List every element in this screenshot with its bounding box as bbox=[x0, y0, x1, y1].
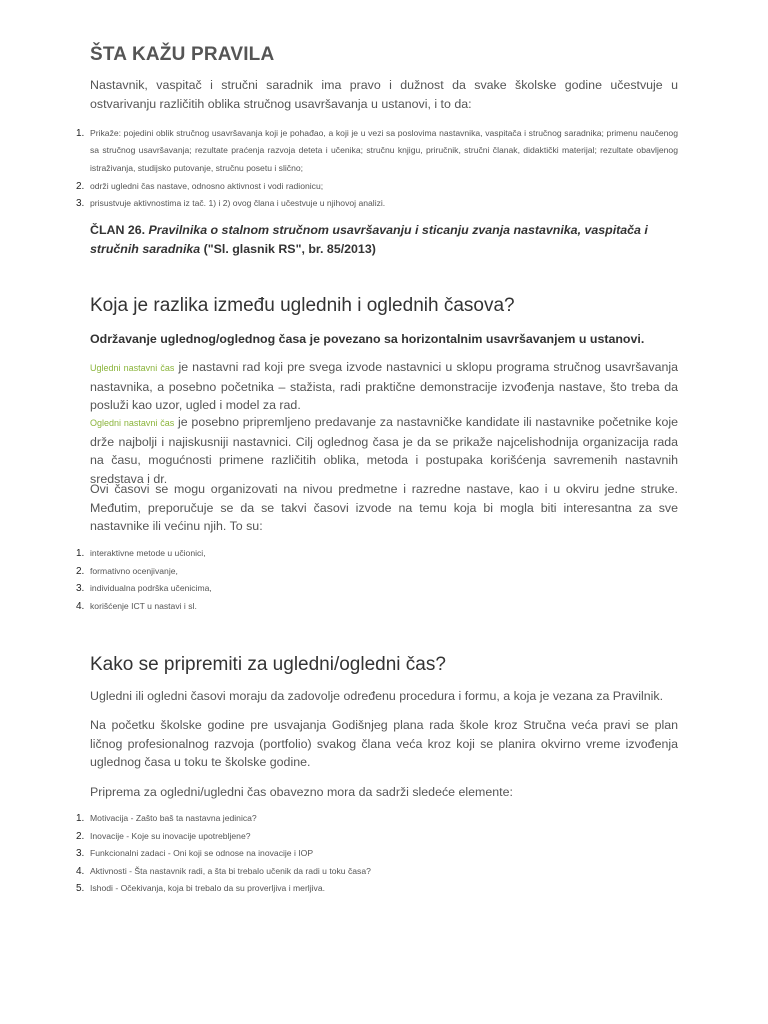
citation-gazette: ("Sl. glasnik RS", br. 85/2013) bbox=[200, 241, 376, 256]
list-item bbox=[76, 563, 678, 581]
term-ugledni: Ugledni nastavni čas bbox=[90, 363, 175, 373]
list-item bbox=[76, 195, 678, 213]
list-item bbox=[76, 863, 678, 881]
list-number: 5. bbox=[76, 883, 85, 894]
section-title-preparation: Kako se pripremiti za ugledni/ogledni čas? bbox=[90, 654, 446, 675]
list-number: 3. bbox=[76, 848, 85, 859]
list-item bbox=[76, 880, 678, 898]
list-item bbox=[76, 810, 678, 828]
list-item bbox=[76, 545, 678, 563]
list-item-text: korišćenje ICT u nastavi i sl. bbox=[90, 600, 197, 611]
citation-article: ČLAN 26. bbox=[90, 223, 146, 237]
ugledni-description: je nastavni rad koji pre svega izvode nastavnici u sklopu programa stručnog usavršavanja nastavnika, a posebno početnika – stažista, radi praktične demonstracije izvođenja nastave, što treba da posluži kao uzor, ugled i model za rad. bbox=[90, 360, 678, 412]
citation-regulation: Pravilnika o stalnom stručnom usavršavanju i sticanju zvanja nastavnika, vaspitača i stručnih saradnika bbox=[90, 223, 648, 256]
list-item bbox=[76, 598, 678, 616]
ogledni-description: je posebno pripremljeno predavanje za nastavničke kandidate ili nastavnike početnike koje drže najbolji i najiskusniji nastavnici. Cilj oglednog časa je da se prikaže najcelishodnija organizacija rada na času, mogućnosti primene različitih oblika, metoda i postupaka korišćenja savremenih nastavnih sredstava i dr. bbox=[90, 415, 678, 486]
list-item bbox=[76, 125, 678, 177]
difference-lead: Održavanje uglednog/oglednog časa je povezano sa horizontalnim usavršavanjem u ustanovi. bbox=[90, 332, 645, 346]
preparation-elements-list bbox=[76, 810, 678, 898]
list-item-text: prisustvuje aktivnostima iz tač. 1) i 2) ovog člana i učestvuje u njihovoj analizi. bbox=[90, 198, 386, 209]
preparation-procedure: Ugledni ili ogledni časovi moraju da zadovolje određenu procedura i formu, a koja je vezana za Pravilnik. bbox=[90, 689, 664, 703]
term-ogledni: Ogledni nastavni čas bbox=[90, 418, 175, 428]
list-item bbox=[76, 828, 678, 846]
list-item-text: Funkcionalni zadaci - Oni koji se odnose na inovacije i IOP bbox=[90, 848, 314, 858]
list-item-text: Motivacija - Zašto baš ta nastavna jedinica? bbox=[90, 813, 257, 823]
list-item-text: Inovacije - Koje su inovacije upotrebljene? bbox=[90, 830, 251, 841]
list-item-text: interaktivne metode u učionici, bbox=[90, 548, 206, 558]
topics-list bbox=[76, 545, 678, 615]
section-title-difference: Koja je razlika između uglednih i oglednih časova? bbox=[90, 295, 515, 316]
section-title-rules: ŠTA KAŽU PRAVILA bbox=[90, 44, 275, 65]
list-item-text: Prikaže: pojedini oblik stručnog usavršavanja koji je pohađao, a koji je u vezi sa poslovima nastavnika, vaspitača i stručnog saradnika; primenu naučenog sa stručnog usavršavanja; rezultate praćenja razvoja deteta i učenika; stručnu knjigu, priručnik, stručni članak, didaktički materijal; rezultate obavljenog istraživanja, studijsko putovanje, stručnu posetu i slično; bbox=[90, 128, 678, 173]
list-item bbox=[76, 580, 678, 598]
list-number: 3. bbox=[76, 583, 85, 594]
preparation-elements-intro: Priprema za ogledni/ugledni čas obavezno mora da sadrži sledeće elemente: bbox=[90, 785, 513, 799]
list-item bbox=[76, 845, 678, 863]
list-number: 2. bbox=[76, 565, 85, 577]
list-number: 3. bbox=[76, 198, 85, 210]
list-item-text: individualna podrška učenicima, bbox=[90, 583, 212, 593]
list-number: 4. bbox=[76, 865, 85, 877]
list-number: 2. bbox=[76, 830, 85, 842]
list-item-text: formativno ocenjivanje, bbox=[90, 565, 178, 576]
preparation-portfolio: Na početku školske godine pre usvajanja Godišnjeg plana rada škole kroz Stručna veća pravi se plan ličnog profesionalnog razvoja (portfolio) svakog člana veća kroz koji se planira okvirno vreme izvođenja uglednog časa u toku te školske godine. bbox=[90, 718, 678, 769]
ogledni-definition bbox=[90, 413, 678, 488]
list-item-text: Ishodi - Očekivanja, koja bi trebalo da su proverljiva i merljiva. bbox=[90, 883, 325, 893]
rules-list bbox=[76, 125, 678, 213]
topics-intro: Ovi časovi se mogu organizovati na nivou predmetne i razredne nastave, kao i u okviru jedne struke. Međutim, preporučuje se da se takvi časovi izvode na temu koja bi mogla biti interesantna za sve nastavnike ili većinu njih. To su: bbox=[90, 482, 678, 533]
list-item-text: održi ugledni čas nastave, odnosno aktivnost i vodi radionicu; bbox=[90, 180, 324, 191]
ugledni-definition bbox=[90, 358, 678, 415]
list-item bbox=[76, 178, 678, 196]
list-number: 1. bbox=[76, 548, 85, 559]
list-number: 1. bbox=[76, 128, 85, 139]
list-item-text: Aktivnosti - Šta nastavnik radi, a šta bi trebalo učenik da radi u toku časa? bbox=[90, 865, 371, 876]
list-number: 2. bbox=[76, 180, 85, 192]
law-citation bbox=[90, 221, 678, 258]
rules-intro: Nastavnik, vaspitač i stručni saradnik ima pravo i dužnost da svake školske godine učestvuje u ostvarivanju različitih oblika stručnog usavršavanja u ustanovi, i to da: bbox=[90, 78, 678, 111]
list-number: 4. bbox=[76, 600, 85, 612]
list-number: 1. bbox=[76, 813, 85, 824]
